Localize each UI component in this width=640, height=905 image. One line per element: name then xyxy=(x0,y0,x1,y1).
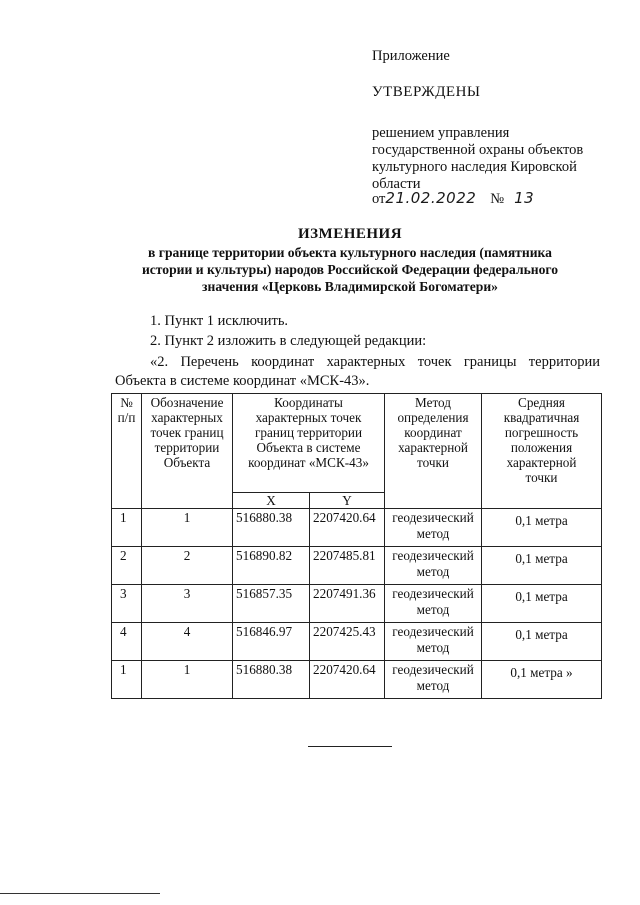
number-prefix: № xyxy=(490,191,505,207)
cell-number: 1 xyxy=(112,509,142,547)
cell-method: геодезический метод xyxy=(385,623,482,661)
table-row xyxy=(112,623,602,661)
approved-label: УТВЕРЖДЕНЫ xyxy=(372,84,481,100)
cell-number: 1 xyxy=(112,661,142,699)
table-row xyxy=(112,585,602,623)
cell-x: 516846.97 xyxy=(233,623,310,661)
date-prefix: от xyxy=(372,191,386,207)
decision-line: культурного наследия Кировской xyxy=(372,159,577,175)
cell-y: 2207420.64 xyxy=(310,509,385,547)
cell-method: геодезический метод xyxy=(385,661,482,699)
paragraph-1: 1. Пункт 1 исключить. xyxy=(150,313,289,329)
subtitle-line: истории и культуры) народов Российской Федерации федерального xyxy=(141,262,559,277)
appendix-label: Приложение xyxy=(372,48,450,64)
cell-error: 0,1 метра xyxy=(482,623,602,661)
header-method: Метод определения координат характерной точки xyxy=(385,394,482,509)
document-title: ИЗМЕНЕНИЯ xyxy=(297,226,403,242)
subtitle-line: значения «Церковь Владимирской Богоматери» xyxy=(202,279,498,294)
cell-x: 516880.38 xyxy=(233,509,310,547)
handwritten-number: 13 xyxy=(514,189,535,207)
header-y: Y xyxy=(310,493,385,509)
paragraph-3-first-line: «2. Перечень координат характерных точек границы территории xyxy=(150,354,600,370)
cell-point: 1 xyxy=(142,661,233,699)
cell-method: геодезический метод xyxy=(385,509,482,547)
document-subtitle xyxy=(100,244,600,295)
cell-point: 1 xyxy=(142,509,233,547)
decision-line: государственной охраны объектов xyxy=(372,142,584,158)
cell-y: 2207425.43 xyxy=(310,623,385,661)
table-row xyxy=(112,547,602,585)
decision-line: области xyxy=(372,176,421,192)
cell-point: 2 xyxy=(142,547,233,585)
header-x: X xyxy=(233,493,310,509)
cell-method: геодезический метод xyxy=(385,547,482,585)
cell-error: 0,1 метра xyxy=(482,547,602,585)
table-row xyxy=(112,509,602,547)
cell-y: 2207485.81 xyxy=(310,547,385,585)
table-row xyxy=(112,661,602,699)
cell-number: 2 xyxy=(112,547,142,585)
coordinates-table xyxy=(111,393,602,699)
cell-y: 2207420.64 xyxy=(310,661,385,699)
cell-error: 0,1 метра » xyxy=(482,661,602,699)
cell-x: 516857.35 xyxy=(233,585,310,623)
decision-line: решением управления xyxy=(372,125,510,141)
header-coordinates: Координаты характерных точек границ территории Объекта в системе координат «МСК-43» xyxy=(233,394,385,493)
cell-x: 516880.38 xyxy=(233,661,310,699)
paragraph-2: 2. Пункт 2 изложить в следующей редакции: xyxy=(150,333,427,349)
header-number: № п/п xyxy=(112,394,142,509)
cell-error: 0,1 метра xyxy=(482,585,602,623)
cell-point: 4 xyxy=(142,623,233,661)
cell-x: 516890.82 xyxy=(233,547,310,585)
subtitle-line: в границе территории объекта культурного наследия (памятника xyxy=(148,245,552,260)
end-divider xyxy=(308,746,392,747)
header-error: Средняя квадратичная погрешность положения характерной точки xyxy=(482,394,602,509)
bottom-divider xyxy=(0,893,160,894)
cell-point: 3 xyxy=(142,585,233,623)
cell-number: 4 xyxy=(112,623,142,661)
handwritten-date: 21.02.2022 xyxy=(385,189,477,207)
decision-text xyxy=(372,125,622,193)
date-number-line xyxy=(372,189,534,208)
cell-method: геодезический метод xyxy=(385,585,482,623)
header-designation: Обозначение характерных точек границ территории Объекта xyxy=(142,394,233,509)
cell-y: 2207491.36 xyxy=(310,585,385,623)
cell-error: 0,1 метра xyxy=(482,509,602,547)
paragraph-3-second-line: Объекта в системе координат «МСК-43». xyxy=(115,373,370,389)
cell-number: 3 xyxy=(112,585,142,623)
